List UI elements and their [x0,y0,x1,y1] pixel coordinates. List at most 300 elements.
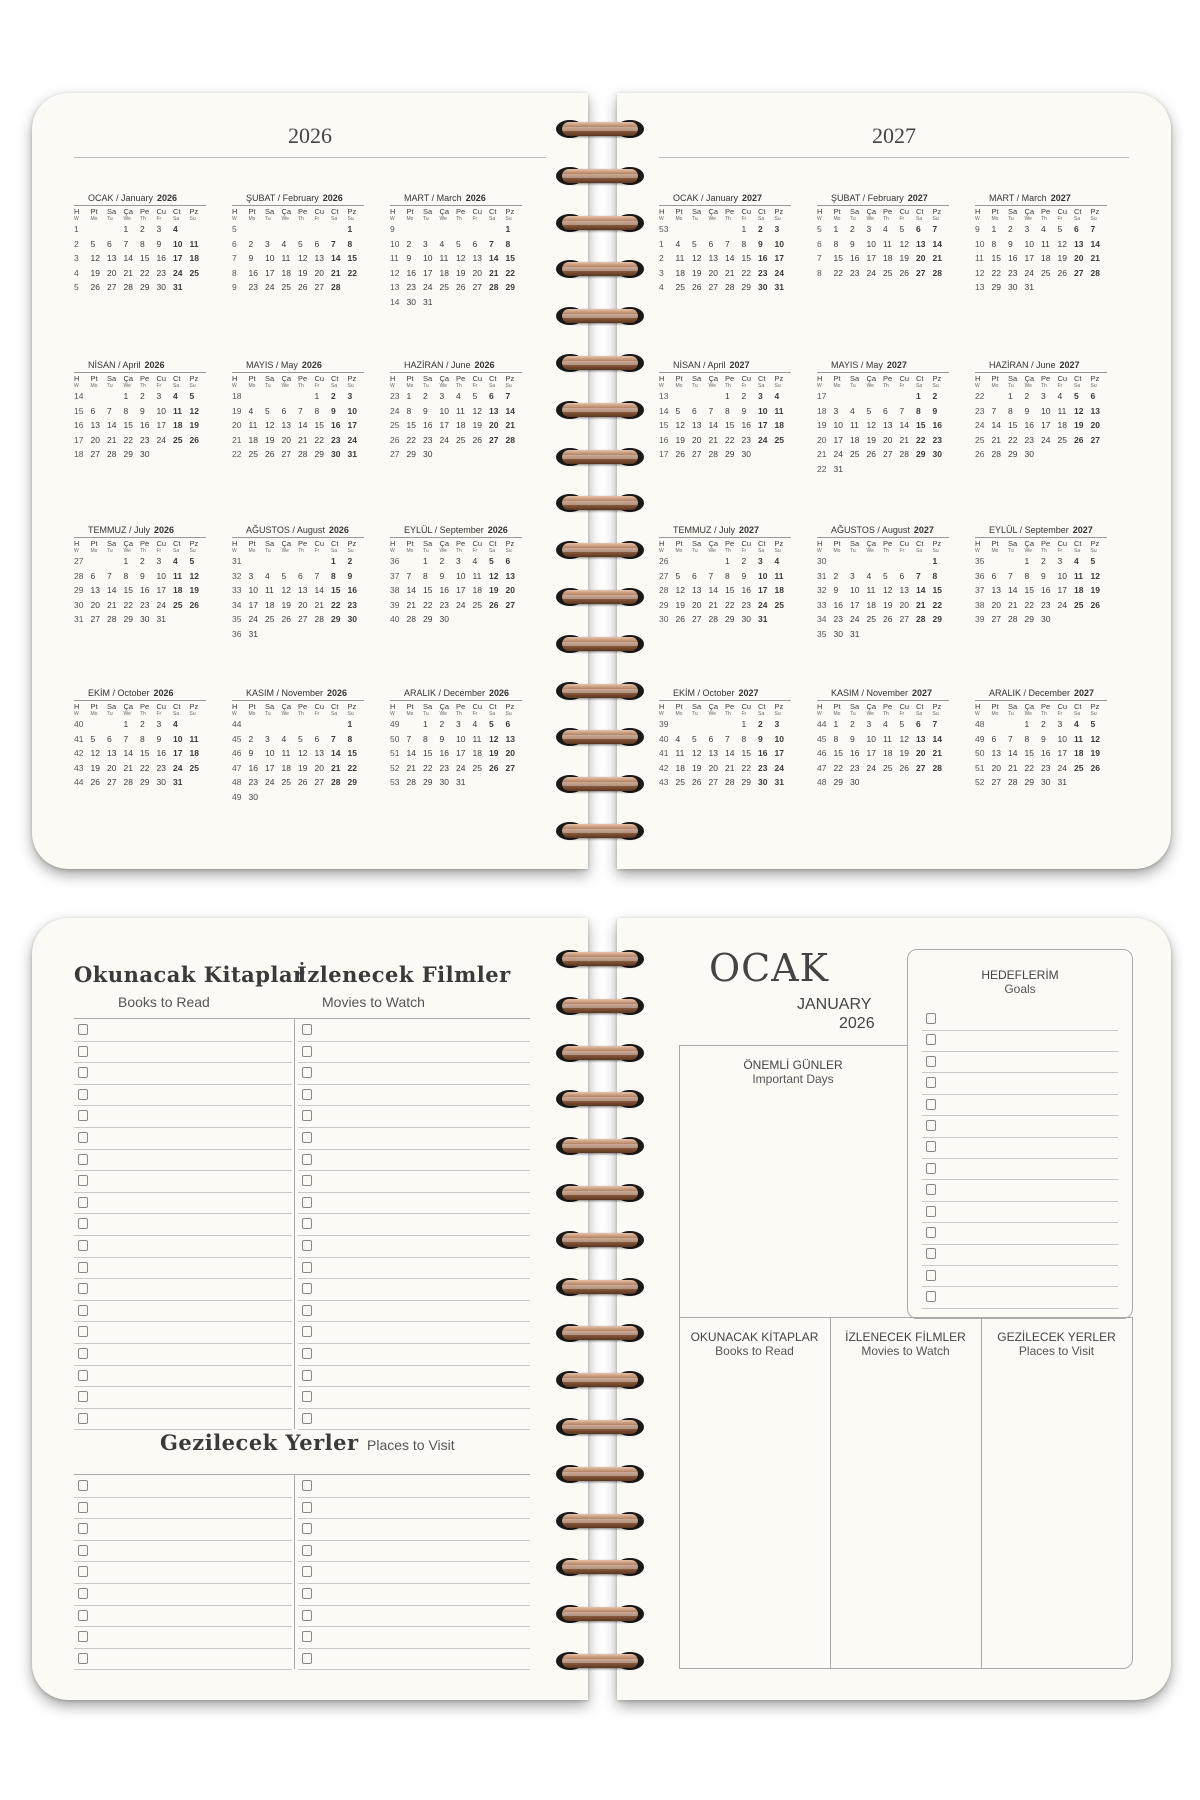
week-row [232,433,364,448]
week-row [817,732,949,747]
month-block [975,193,1107,295]
week-row [390,389,522,404]
weekday-label: Ça [439,539,450,548]
weekday-label-en: Mo [248,711,256,717]
weekday-header [390,703,522,711]
day-cell: 23 [347,599,357,610]
weekday-label: Pz [1090,539,1100,548]
list-row [298,1365,530,1388]
day-cell: 6 [991,570,997,581]
ring-highlight [562,1519,638,1523]
day-cell: 12 [866,420,876,430]
day-cell [834,554,851,569]
week-row [390,251,522,266]
weekday-label: Ct [173,374,181,383]
day-cell: 23 [439,599,449,610]
day-cell: 21 [406,599,416,610]
weekday-label-en: Su [774,216,781,222]
day-cell: 15 [314,420,324,430]
checkbox-icon [78,1197,88,1208]
spiral-ring [550,680,650,702]
spiral-ring [550,492,650,514]
day-cell: 3 [439,391,445,401]
day-cell: 11 [456,405,465,416]
day-cell: 4 [774,556,780,566]
day-cell: 17 [173,748,183,758]
day-cell [725,222,742,237]
day-cell: 24 [758,434,768,445]
weekday-label: H [74,207,80,216]
day-cell: 7 [899,405,905,416]
weekday-label: Ct [331,702,339,711]
day-cell: 22 [423,599,433,610]
day-cell: 12 [298,748,308,758]
weekday-label-en: W [232,216,237,222]
day-cell: 14 [932,238,942,249]
month-year: 2027 [742,193,763,203]
week-row [659,732,791,747]
week-row [975,717,1107,732]
day-cell: 1 [314,391,320,401]
checkbox-icon [302,1024,312,1035]
day-cell: 2 [331,391,336,401]
day-cell: 6 [899,570,905,581]
day-cell: 7 [991,405,997,416]
day-cell: 10 [156,405,166,416]
week-number: 23 [975,405,985,416]
weekday-label: Ct [173,539,181,548]
goal-row [922,1286,1118,1309]
day-cell: 1 [347,719,353,729]
day-cell [407,554,424,569]
day-cell: 8 [991,238,997,249]
day-cell: 20 [505,748,515,758]
day-cell: 4 [472,719,478,729]
week-number: 14 [390,296,400,307]
weekday-label: Cu [1057,207,1068,216]
ring-highlight [562,174,638,178]
day-cell: 24 [850,614,860,624]
week-row [232,447,364,462]
day-cell: 11 [281,748,291,758]
week-row [232,554,364,569]
day-cell: 7 [725,733,730,744]
day-cell: 24 [265,282,275,292]
month-year: 2026 [489,688,510,698]
day-cell: 28 [899,449,909,459]
day-cell: 9 [406,253,412,263]
divider [981,1317,982,1668]
checkbox-icon [302,1545,312,1556]
day-cell: 12 [472,405,482,416]
checkbox-icon [926,1184,936,1195]
day-cell: 23 [1041,599,1051,610]
spiral-ring [550,1463,650,1485]
weekday-label: Ça [866,702,877,711]
day-cell: 16 [741,585,751,595]
day-cell: 19 [189,585,199,595]
day-cell: 21 [298,434,308,445]
day-cell: 30 [156,282,166,292]
day-cell: 19 [1057,253,1067,263]
week-number: 46 [232,748,242,758]
checkbox-icon [78,1370,88,1381]
day-cell: 15 [833,253,843,263]
week-number: 21 [232,434,242,445]
day-cell: 1 [725,556,730,566]
day-cell: 13 [692,420,702,430]
day-cell: 23 [758,762,768,773]
week-number: 16 [74,420,84,430]
weekday-label-en: Sa [1074,216,1081,222]
day-cell: 11 [883,238,892,249]
week-number: 35 [975,556,985,566]
month-title: EYLÜL / September 2027 [975,525,1107,538]
spiral-ring [550,165,650,187]
weekday-label: H [659,374,665,383]
day-cell: 28 [331,777,341,787]
day-cell: 15 [505,253,515,263]
day-cell: 9 [248,748,254,758]
checkbox-icon [302,1218,312,1229]
day-cell: 15 [347,748,357,758]
day-cell: 14 [123,253,133,263]
day-cell: 3 [456,556,461,566]
week-number: 43 [74,762,84,773]
day-cell: 5 [866,405,872,416]
day-cell: 11 [173,405,182,416]
ring-highlight [562,361,638,365]
day-cell: 25 [883,267,893,278]
weekday-label: Ça [439,207,450,216]
week-number: 33 [817,599,827,610]
weekday-label: Pz [1090,207,1100,216]
day-cell: 30 [406,296,416,307]
day-cell: 21 [916,599,926,610]
day-cell: 17 [265,267,275,278]
week-number: 25 [975,434,985,445]
day-cell [883,554,900,569]
weekday-label-en: We [281,548,289,554]
weekday-label-en: Su [932,711,939,717]
day-cell [107,554,124,569]
day-cell: 17 [774,253,784,263]
day-cell: 31 [774,282,784,292]
month-title: TEMMUZ / July 2027 [659,525,791,538]
week-row [659,447,791,462]
checkbox-icon [926,1056,936,1067]
day-cell [1041,280,1058,295]
weekday-label-en: Fr [156,383,162,389]
day-cell: 9 [932,405,938,416]
day-cell: 23 [1041,762,1051,773]
day-cell [506,295,523,310]
day-cell: 16 [156,253,166,263]
day-cell: 31 [423,296,433,307]
weekday-label: Pe [1041,702,1051,711]
day-cell [190,717,207,732]
day-cell [190,280,207,295]
weekday-label-en: Th [883,216,889,222]
week-row [817,583,949,598]
day-cell [867,775,884,790]
day-cell [1091,447,1108,462]
weekday-label-en: W [232,383,237,389]
day-cell: 20 [298,599,308,610]
day-cell: 26 [899,762,909,773]
year-title: 2027 [872,123,916,148]
day-cell: 1 [991,224,997,234]
day-cell: 6 [505,719,511,729]
day-cell: 11 [883,733,892,744]
day-cell: 16 [833,599,843,610]
day-cell: 14 [107,420,117,430]
day-cell: 28 [708,614,718,624]
day-cell: 19 [189,420,199,430]
day-cell: 18 [173,420,183,430]
week-row [232,418,364,433]
important-days-label [679,1058,907,1086]
list-row [74,1235,292,1258]
day-cell: 23 [758,267,768,278]
day-cell: 4 [675,733,681,744]
day-cell: 26 [883,614,893,624]
day-cell [173,612,190,627]
weekday-label-en: Th [456,711,462,717]
spiral-ring [550,1510,650,1532]
week-row [74,569,206,584]
day-cell: 9 [1008,238,1013,249]
day-cell: 22 [833,267,843,278]
day-cell [282,627,299,642]
weekday-label-en: Mo [991,711,999,717]
spiral-ring [550,586,650,608]
day-cell: 21 [314,599,324,610]
day-cell [315,627,332,642]
day-cell: 4 [265,570,270,581]
day-cell: 1 [916,391,921,401]
weekday-label-en: We [281,216,289,222]
day-cell: 7 [406,733,412,744]
day-cell: 16 [850,748,860,758]
day-cell: 3 [1057,719,1063,729]
day-cell: 7 [314,570,320,581]
day-cell: 20 [1090,420,1100,430]
checkbox-icon [78,1089,88,1100]
ring-highlight [562,735,638,739]
day-cell: 4 [248,405,254,416]
list-row [298,1540,530,1563]
goal-row [922,1029,1118,1052]
day-cell: 10 [156,570,166,581]
weekday-label-en: Fr [156,548,162,554]
day-cell: 20 [883,434,893,445]
day-cell [249,222,266,237]
important-days-title: ÖNEMLİ GÜNLER [743,1058,843,1072]
day-cell: 15 [916,420,926,430]
day-cell [298,389,315,404]
day-cell: 18 [281,267,291,278]
day-cell: 17 [265,762,275,773]
month-title: EYLÜL / September 2026 [390,525,522,538]
day-cell: 18 [189,253,199,263]
month-movies-label [830,1330,981,1358]
month-page [617,918,1171,1700]
day-cell: 21 [932,748,942,758]
day-cell: 24 [248,614,258,624]
weekday-label: Pe [725,702,735,711]
weekday-label: Ct [1074,207,1082,216]
weekday-label-en: Mo [833,548,841,554]
day-cell: 27 [899,614,909,624]
day-cell: 8 [932,570,938,581]
checkbox-icon [302,1305,312,1316]
week-row [232,222,364,237]
weekday-label: Pt [675,207,683,216]
day-cell: 15 [406,420,416,430]
day-cell [331,790,348,805]
day-cell: 25 [774,434,784,445]
list-row [298,1192,530,1215]
day-cell [692,389,709,404]
weekday-label-en: Th [298,711,304,717]
weekday-label-en: Tu [692,383,698,389]
day-cell: 22 [140,762,150,773]
weekday-label-en: W [817,216,822,222]
week-number: 9 [390,224,395,234]
ring-highlight [562,408,638,412]
day-cell: 31 [173,777,183,787]
ring-highlight [562,455,638,459]
day-cell: 20 [1074,253,1084,263]
day-cell: 9 [833,585,839,595]
day-cell: 19 [899,748,909,758]
weekday-label: Sa [692,207,702,216]
week-row [74,251,206,266]
weekday-label-en: Th [883,383,889,389]
day-cell: 27 [489,434,499,445]
spiral-ring [550,1182,650,1204]
day-cell: 29 [347,777,357,787]
day-cell: 20 [107,267,117,278]
day-cell: 23 [741,434,751,445]
week-number: 27 [659,570,669,581]
day-cell: 23 [850,762,860,773]
week-number: 10 [390,238,400,249]
day-cell [900,775,917,790]
day-cell: 22 [347,267,357,278]
day-cell: 30 [1024,449,1034,459]
day-cell [933,775,950,790]
day-cell [916,554,933,569]
weekday-label-en: W [975,711,980,717]
goal-row [922,1243,1118,1266]
day-cell: 14 [298,420,308,430]
week-number: 20 [232,420,242,430]
day-cell: 3 [774,719,780,729]
day-cell: 26 [90,282,100,292]
day-cell: 25 [675,777,685,787]
week-row [659,569,791,584]
day-cell: 29 [423,614,433,624]
day-cell [315,554,332,569]
day-cell [440,447,457,462]
week-row [817,598,949,613]
day-cell: 25 [281,282,291,292]
day-cell: 29 [423,777,433,787]
day-cell: 22 [741,762,751,773]
weekday-label: Cu [899,539,910,548]
day-cell: 20 [281,434,291,445]
checkbox-icon [302,1523,312,1534]
weekday-label: Pt [833,539,841,548]
day-cell: 11 [248,420,258,430]
day-cell: 5 [489,719,494,729]
month-title: KASIM / November 2026 [232,688,364,701]
spiral-ring [550,1042,650,1064]
checkbox-icon [926,1077,936,1088]
day-cell: 15 [741,253,751,263]
weekday-label: H [817,702,823,711]
day-cell: 26 [472,434,482,445]
spiral-ring [550,773,650,795]
month-title: KASIM / November 2027 [817,688,949,701]
day-cell: 15 [833,748,843,758]
weekday-header [74,375,206,383]
weekday-label: Pz [932,702,942,711]
weekday-label-en: Su [1090,548,1097,554]
weekday-label: Ct [331,539,339,548]
day-cell: 10 [758,570,768,581]
day-cell: 2 [741,391,747,401]
day-cell: 5 [298,733,303,744]
weekday-label-en: Sa [331,383,338,389]
checkbox-icon [78,1610,88,1621]
week-number: 16 [659,434,669,445]
month-block [232,193,364,295]
day-cell [1041,447,1058,462]
checkbox-icon [78,1240,88,1251]
weekday-label-en: Th [456,548,462,554]
weekday-label-en: Th [456,383,462,389]
ring-highlight [562,1097,638,1101]
month-year: 2027 [1074,688,1095,698]
day-cell: 16 [1024,420,1034,430]
month-block [659,360,791,462]
day-cell: 25 [866,614,876,624]
weekday-label: Pe [725,539,735,548]
list-row [298,1041,530,1064]
day-cell: 10 [866,733,876,744]
weekday-label: Sa [423,207,433,216]
week-row [975,612,1107,627]
day-cell: 21 [1008,599,1018,610]
list-row [74,1386,292,1409]
day-cell: 17 [173,253,183,263]
day-cell: 23 [439,762,449,773]
month-year: 2027 [1050,193,1071,203]
week-number: 45 [817,733,827,744]
day-cell: 20 [107,762,117,773]
ring-highlight [562,642,638,646]
day-cell [440,295,457,310]
day-cell: 16 [1041,748,1051,758]
day-cell: 6 [991,733,997,744]
weekday-label-en: We [123,548,131,554]
spiral-ring [550,399,650,421]
weekday-label: H [232,702,238,711]
weekday-label-en: Sa [1074,548,1081,554]
